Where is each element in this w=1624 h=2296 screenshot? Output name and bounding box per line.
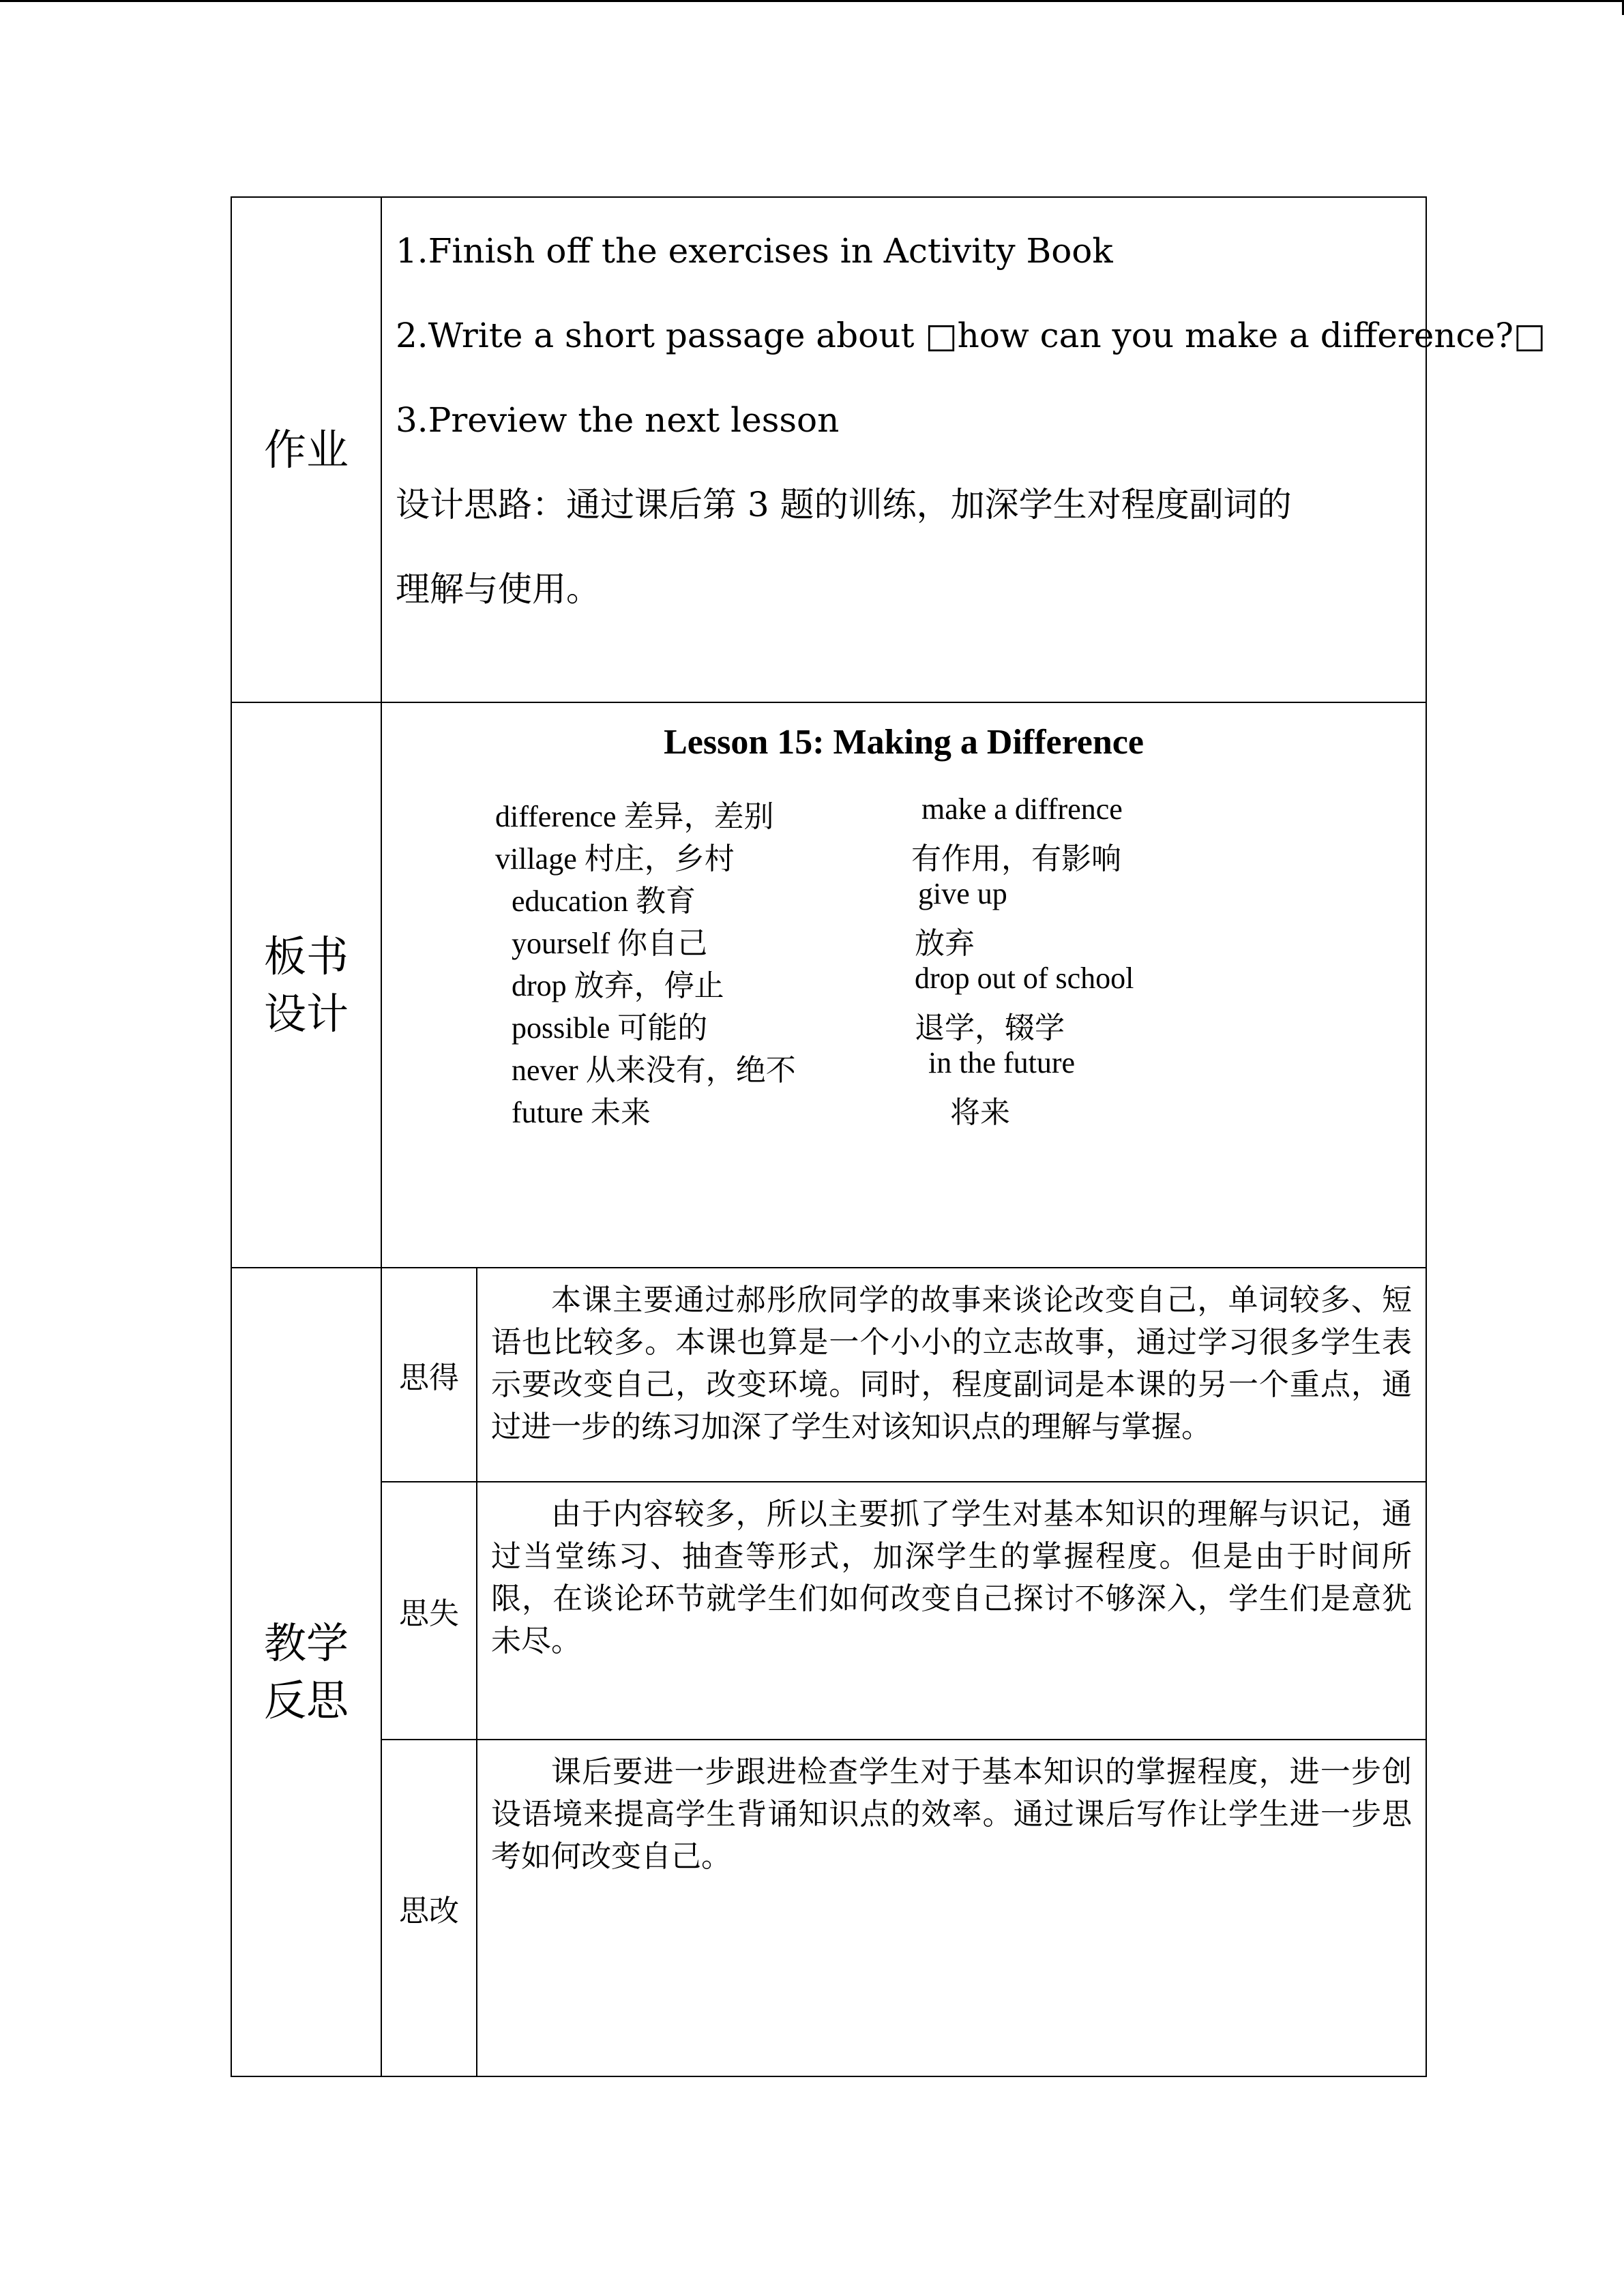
page-top-border (0, 0, 1624, 2)
reflection-improve-row (231, 1740, 1426, 2076)
vocab-right-8: 将来 (950, 1096, 1010, 1129)
board-title: Lesson 15: Making a Difference (664, 723, 1144, 762)
design-idea-line-1: 设计思路：通过课后第 3 题的训练，加深学生对程度副词的 (396, 485, 1292, 524)
homework-label-text: 作业 (263, 424, 349, 475)
improve-label: 思改 (381, 1740, 477, 2076)
vocab-list (382, 703, 1426, 1267)
homework-content (381, 197, 1546, 702)
losses-text: 由于内容较多，所以主要抓了学生对基本知识的理解与识记，通过当堂练习、抽查等形式，加深学生的掌握程度。但是由于时间所限，在谈论环节就学生们如何改变自己探讨不够深入，学生们是意犹未尽。 (491, 1497, 1413, 1658)
vocab-left-1: difference 差异，差别 (495, 800, 774, 833)
improve-text: 课后要进一步跟进检查学生对于基本知识的掌握程度，进一步创设语境来提高学生背诵知识点的效率。通过课后写作让学生进一步思考如何改变自己。 (491, 1755, 1413, 1874)
vocab-right-6: 退学，辍学 (915, 1011, 1065, 1045)
reflection-gains-row (231, 1268, 1426, 1482)
board-design-content (381, 702, 1426, 1268)
homework-item-1: 1.Finish off the exercises in Activity Book (396, 231, 1113, 271)
vocab-left-3: education 教育 (512, 884, 696, 918)
vocab-left-2: village 村庄，乡村 (495, 842, 735, 876)
reflection-label-line-1: 教学 (263, 1618, 349, 1668)
homework-item-2: 2.Write a short passage about □how can you make a difference?□ (396, 316, 1546, 355)
vocab-right-4: 放弃 (915, 927, 975, 960)
board-label-line-1: 板书 (263, 931, 349, 981)
vocab-right-5: drop out of school (915, 961, 1134, 995)
vocab-left-8: future 未来 (512, 1096, 651, 1129)
vocab-right-1: make a diffrence (921, 792, 1123, 826)
vocab-left-5: drop 放弃，停止 (512, 969, 724, 1002)
improve-content (477, 1740, 1426, 2076)
vocab-right-7: in the future (928, 1046, 1076, 1079)
board-design-label (231, 702, 381, 1268)
reflection-label-line-2: 反思 (263, 1675, 349, 1725)
vocab-right-3: give up (918, 877, 1007, 910)
losses-label: 思失 (381, 1482, 477, 1740)
vocab-right-2: 有作用，有影响 (911, 842, 1121, 876)
homework-label (231, 197, 381, 702)
board-design-row (231, 702, 1426, 1268)
gains-label: 思得 (381, 1268, 477, 1482)
losses-content (477, 1482, 1426, 1740)
homework-row (231, 197, 1426, 702)
design-idea-line-2: 理解与使用。 (396, 569, 600, 609)
vocab-left-4: yourself 你自己 (512, 927, 708, 960)
lesson-plan-table (231, 196, 1546, 2077)
board-label-line-2: 设计 (263, 988, 349, 1039)
gains-text: 本课主要通过郝彤欣同学的故事来谈论改变自己，单词较多、短语也比较多。本课也算是一个小小的立志故事，通过学习很多学生表示要改变自己，改变环境。同时，程度副词是本课的另一个重点，通过进一步的练习加深了学生对该知识点的理解与掌握。 (491, 1283, 1413, 1444)
homework-item-3: 3.Preview the next lesson (396, 400, 840, 440)
reflection-losses-row (231, 1482, 1426, 1740)
vocab-left-7: never 从来没有，绝不 (512, 1054, 796, 1087)
gains-content (477, 1268, 1426, 1482)
vocab-left-6: possible 可能的 (512, 1011, 708, 1045)
teaching-reflection-label (231, 1268, 381, 2076)
